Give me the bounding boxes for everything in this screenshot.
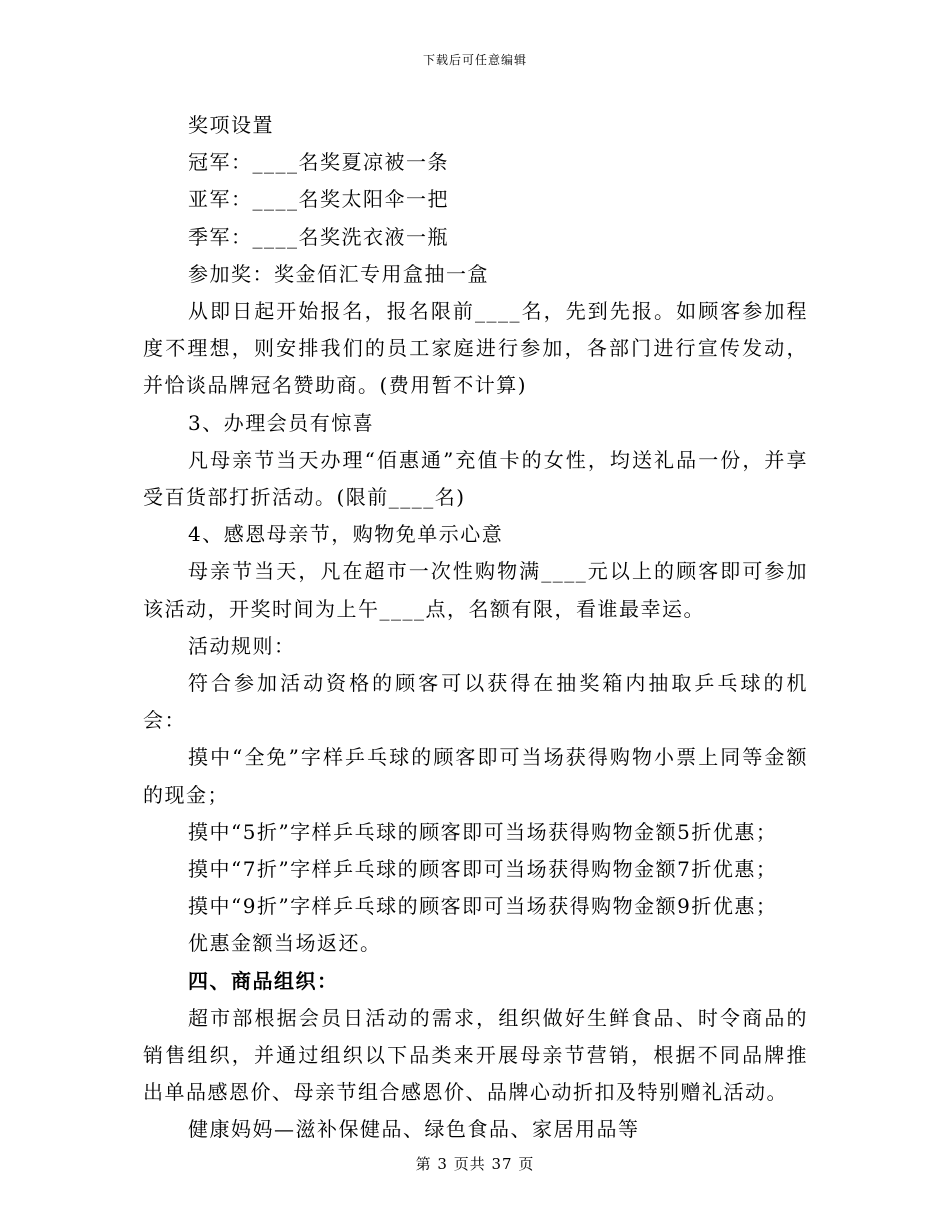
paragraph-rules-title: 活动规则：: [188, 633, 296, 658]
paragraph-rule-full-free: 摸中“全免”字样乒乓球的顾客即可当场获得购物小票上同等金额的现金；: [143, 745, 808, 807]
paragraph-award-setting: 奖项设置: [188, 113, 274, 137]
paragraph-rule-50-off: 摸中“5折”字样乒乓球的顾客即可当场获得购物金额5折优惠；: [188, 819, 778, 844]
paragraph-participation-award: 参加奖：奖金佰汇专用盒抽一盒: [188, 261, 489, 286]
paragraph-rule-10-off: 摸中“9折”字样乒乓球的顾客即可当场获得购物金额9折优惠；: [188, 894, 778, 919]
paragraph-free-order-detail: 母亲节当天，凡在超市一次性购物满____元以上的顾客即可参加该活动，开奖时间为上午____点，名额有限，看谁最幸运。: [143, 559, 808, 621]
paragraph-third-place: 季军：____名奖洗衣液一瓶: [188, 224, 449, 249]
paragraph-membership-detail: 凡母亲节当天办理“佰惠通”充值卡的女性，均送礼品一份，并享受百货部打折活动。(限前____名): [143, 447, 808, 510]
page-footer: 第 3 页共 37 页: [415, 1155, 535, 1173]
paragraph-heading-membership: 3、办理会员有惊喜: [188, 410, 375, 435]
paragraph-product-organization: 超市部根据会员日活动的需求，组织做好生鲜食品、时令商品的销售组织，并通过组织以下品类来开展母亲节营销，根据不同品牌推出单品感恩价、母亲节组合感恩价、品牌心动折扣及特别赠礼活动。: [143, 1005, 808, 1105]
page-header: 下载后可任意编辑: [422, 53, 527, 67]
paragraph-rule-refund: 优惠金额当场返还。: [188, 931, 382, 956]
document-body: [143, 107, 808, 1149]
paragraph-heading-free-order: 4、感恩母亲节，购物免单示心意: [188, 522, 504, 547]
paragraph-rule-30-off: 摸中“7折”字样乒乓球的顾客即可当场获得购物金额7折优惠；: [188, 857, 778, 882]
paragraph-registration: 从即日起开始报名，报名限前____名，先到先报。如顾客参加程度不理想，则安排我们的员工家庭进行参加，各部门进行宣传发动，并恰谈品牌冠名赞助商。(费用暂不计算): [143, 299, 808, 398]
paragraph-runner-up: 亚军：____名奖太阳伞一把: [188, 187, 449, 212]
paragraph-rule-eligibility: 符合参加活动资格的顾客可以获得在抽奖箱内抽取乒乓球的机会：: [143, 671, 808, 733]
section-heading-product-organization: 四、商品组织：: [188, 968, 339, 993]
paragraph-healthy-mom: 健康妈妈—滋补保健品、绿色食品、家居用品等: [188, 1117, 640, 1142]
paragraph-champion: 冠军：____名奖夏凉被一条: [188, 150, 449, 175]
